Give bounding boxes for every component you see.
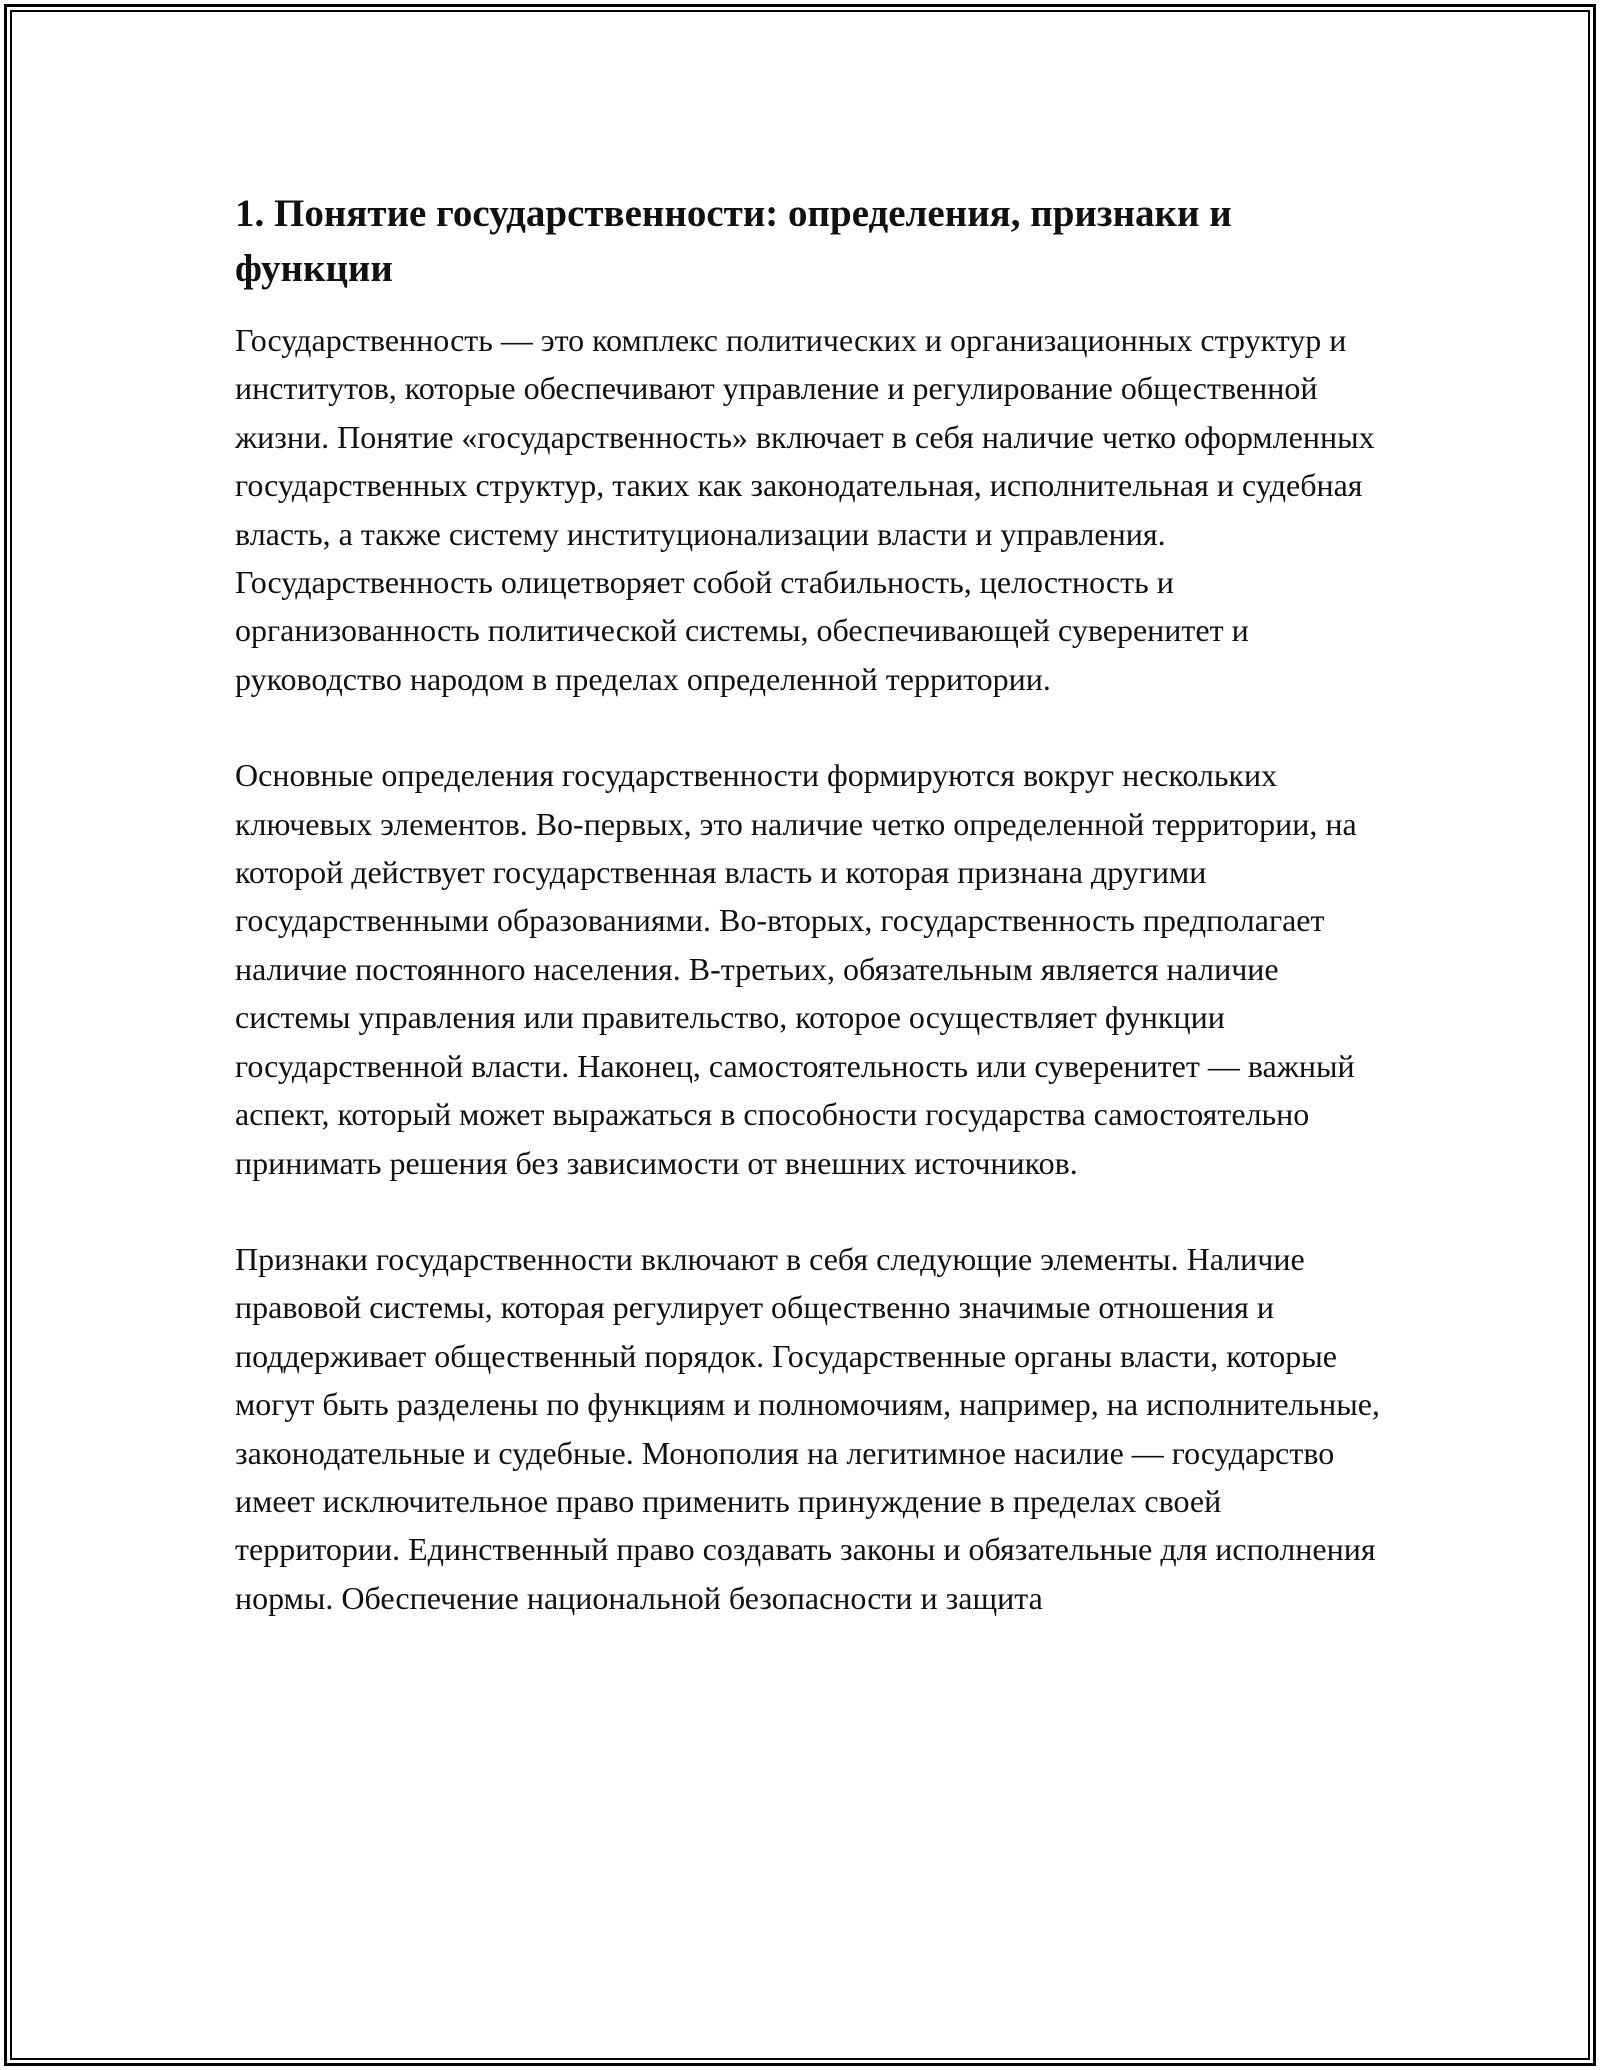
paragraph-definition: Государственность — это комплекс политических и организационных структур и институтов, которые обеспечивают управление и регулирование общественной жизни. Понятие «государственность» включает в себя наличие четко оформленных государственных структур, таких как законодательная, исполнительная и судебная власть, а также систему институционализации власти и управления. Государственность олицетворяет собой стабильность, целостность и организованность политической системы, обеспечивающей суверенитет и руководство народом в пределах определенной территории. (235, 322, 1375, 697)
paragraph-features: Признаки государственности включают в себя следующие элементы. Наличие правовой системы, которая регулирует общественно значимые отношения и поддерживает общественный порядок. Государственные органы власти, которые могут быть разделены по функциям и полномочиям, например, на исполнительные, законодательные и судебные. Монополия на легитимное насилие — государство имеет исключительное право применить принуждение в пределах своей территории. Единственный право создавать законы и обязательные для исполнения нормы. Обеспечение национальной безопасности и защита (235, 1240, 1380, 1616)
section-heading: 1. Понятие государственности: определения, признаки и функции (235, 192, 1232, 290)
paragraph-key-elements: Основные определения государственности формируются вокруг нескольких ключевых элементов. Во-первых, это наличие четко определенной территории, на которой действует государственная власть и которая признана другими государственными образованиями. Во-вторых, государственность предполагает наличие постоянного населения. В-третьих, обязательным является наличие системы управления или правительство, которое осуществляет функции государственной власти. Наконец, самостоятельность или суверенитет — важный аспект, который может выражаться в способности государства самостоятельно принимать решения без зависимости от внешних источников. (235, 757, 1357, 1181)
document-body (235, 186, 1385, 1670)
